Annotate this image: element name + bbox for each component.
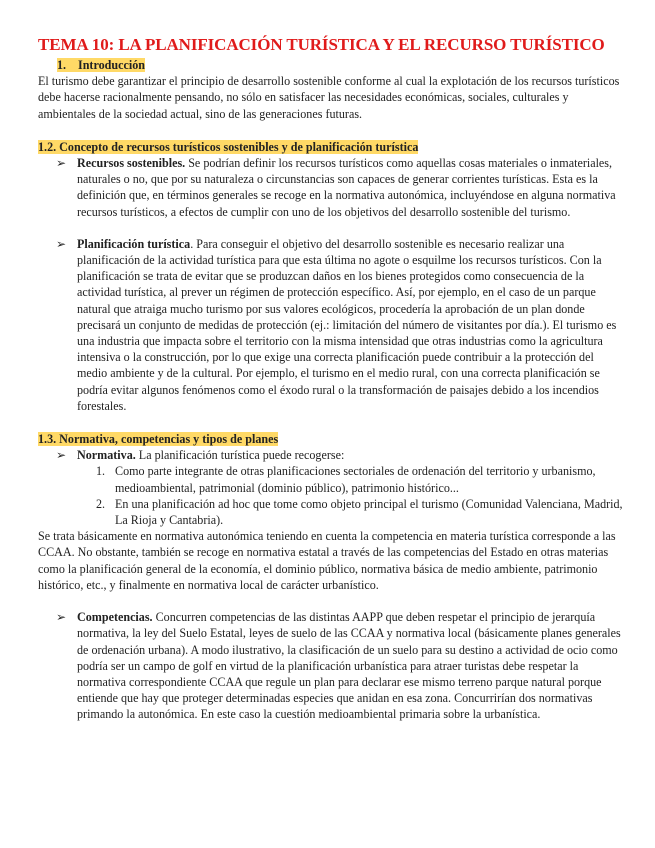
section-1-2-title: 1.2. Concepto de recursos turísticos sostenibles y de planificación turística xyxy=(38,139,419,154)
list-item xyxy=(38,463,625,495)
list-item xyxy=(38,496,625,528)
bullet-label: Competencias. xyxy=(77,610,153,625)
bullet-label: Recursos sostenibles. xyxy=(77,156,186,171)
section-1-3-heading xyxy=(38,431,625,447)
normativa-paragraph: Se trata básicamente en normativa autonómica teniendo en cuenta la competencia en materia turística corresponde a las CCAA. No obstante, también se recoge en normativa estatal a través de las competencias del Estado en otras materias como la planificación general de la economía, el dominio público, normativa básica de medio ambiente, patrimonio histórico, etc., y finalmente en normativa local de carácter urbanístico. xyxy=(38,529,616,592)
list-item-text: Como parte integrante de otras planificaciones sectoriales de ordenación del territorio y urbanismo, medioambiental, patrimonial (dominio público), patrimonio histórico... xyxy=(115,464,596,495)
arrow-bullet-icon: ➢ xyxy=(56,236,67,251)
section-1-3-title: 1.3. Normativa, competencias y tipos de planes xyxy=(38,432,279,447)
bullet-label: Planificación turística xyxy=(77,236,191,251)
section-1-number: 1. xyxy=(57,58,67,72)
bullet-label: Normativa. xyxy=(77,448,136,463)
bullet-normativa xyxy=(38,447,625,463)
list-item-number: 1. xyxy=(96,464,106,479)
list-item-text: En una planificación ad hoc que tome como objeto principal el turismo (Comunidad Valenciana, Madrid, La Rioja y Cantabria). xyxy=(115,496,623,528)
section-1-title: Introducción xyxy=(78,58,145,72)
document-title: TEMA 10: LA PLANIFICACIÓN TURÍSTICA Y EL RECURSO TURÍSTICO xyxy=(38,35,605,54)
section-1-2-heading xyxy=(38,139,625,155)
list-item-number: 2. xyxy=(96,496,106,511)
bullet-text: . Para conseguir el objetivo del desarrollo sostenible es necesario realizar una planificación de la actividad turística para que esta última no agote o esquilme los recursos turísticos. Con la planificación se trata de evitar que se produzcan daños en los bienes protegidos como consecuencia de la actividad turística, al prever un régimen de protección específico. Así, por ejemplo, en el caso de un parque natural que atraiga mucho turismo por sus valores ecológicos, procedería la aprobación de un plan donde precisará un conjunto de medidas de protección (ej.: limitación del número de visitantes por día.). El turismo es una industria que impacta sobre el territorio con la misma intensidad que otras industrias como la agricultura intensiva o la construcción, por lo que exige una correcta planificación puede contribuir a la protección del medio ambiente y de la cultural. Por ejemplo, el turismo en el medio rural, con una correcta planificación se podría evitar algunos fenómenos como el éxodo rural o la transformación de paisajes debido a los incendios forestales. xyxy=(77,236,617,413)
bullet-text: Concurren competencias de las distintas AAPP que deben respetar el principio de jerarquía normativa, la ley del Suelo Estatal, leyes de suelo de las CCAA y normativa local (básicamente planes generales de ordenación urbana). A modo ilustrativo, la clasificación de un suelo para su destino a actividad de ocio como podría ser un campo de golf en virtud de la planificación urbanística para atraer turistas debe respetar la normativa correspondiente CCAA que regule un plan para declarar ese mismo terreno parque natural porque entiende que hay que proteger determinadas especies que anidan en esa zona. Concurrirían dos normativas primando la autonómica. En este caso la cuestión medioambiental primaria sobre la urbanística. xyxy=(77,610,621,722)
arrow-bullet-icon: ➢ xyxy=(56,448,67,463)
bullet-planificacion-turistica xyxy=(38,236,625,414)
bullet-text: Se podrían definir los recursos turísticos como aquellas cosas materiales o inmateriales, naturales o no, que por su naturaleza o circunstancias son capaces de generar corrientes turísticas. Esta es la definición que, en términos generales se recoge en la normativa autonómica, incluyéndose en alguna normativa recursos turísticos, a efectos de cumplir con uno de los objetivos del desarrollo sostenible del turismo. xyxy=(77,156,616,219)
section-1-text: El turismo debe garantizar el principio de desarrollo sostenible conforme al cual la explotación de los recursos turísticos debe hacerse racionalmente pensando, no sólo en satisfacer las necesidades económicas, sociales, culturales y ambientales de la sociedad actual, sino de las generaciones futuras. xyxy=(38,74,620,121)
bullet-text: La planificación turística puede recogerse: xyxy=(135,448,345,463)
bullet-competencias xyxy=(38,609,625,722)
bullet-recursos-sostenibles xyxy=(38,155,625,220)
section-1-heading xyxy=(57,57,625,73)
arrow-bullet-icon: ➢ xyxy=(56,156,67,171)
arrow-bullet-icon: ➢ xyxy=(56,610,67,625)
